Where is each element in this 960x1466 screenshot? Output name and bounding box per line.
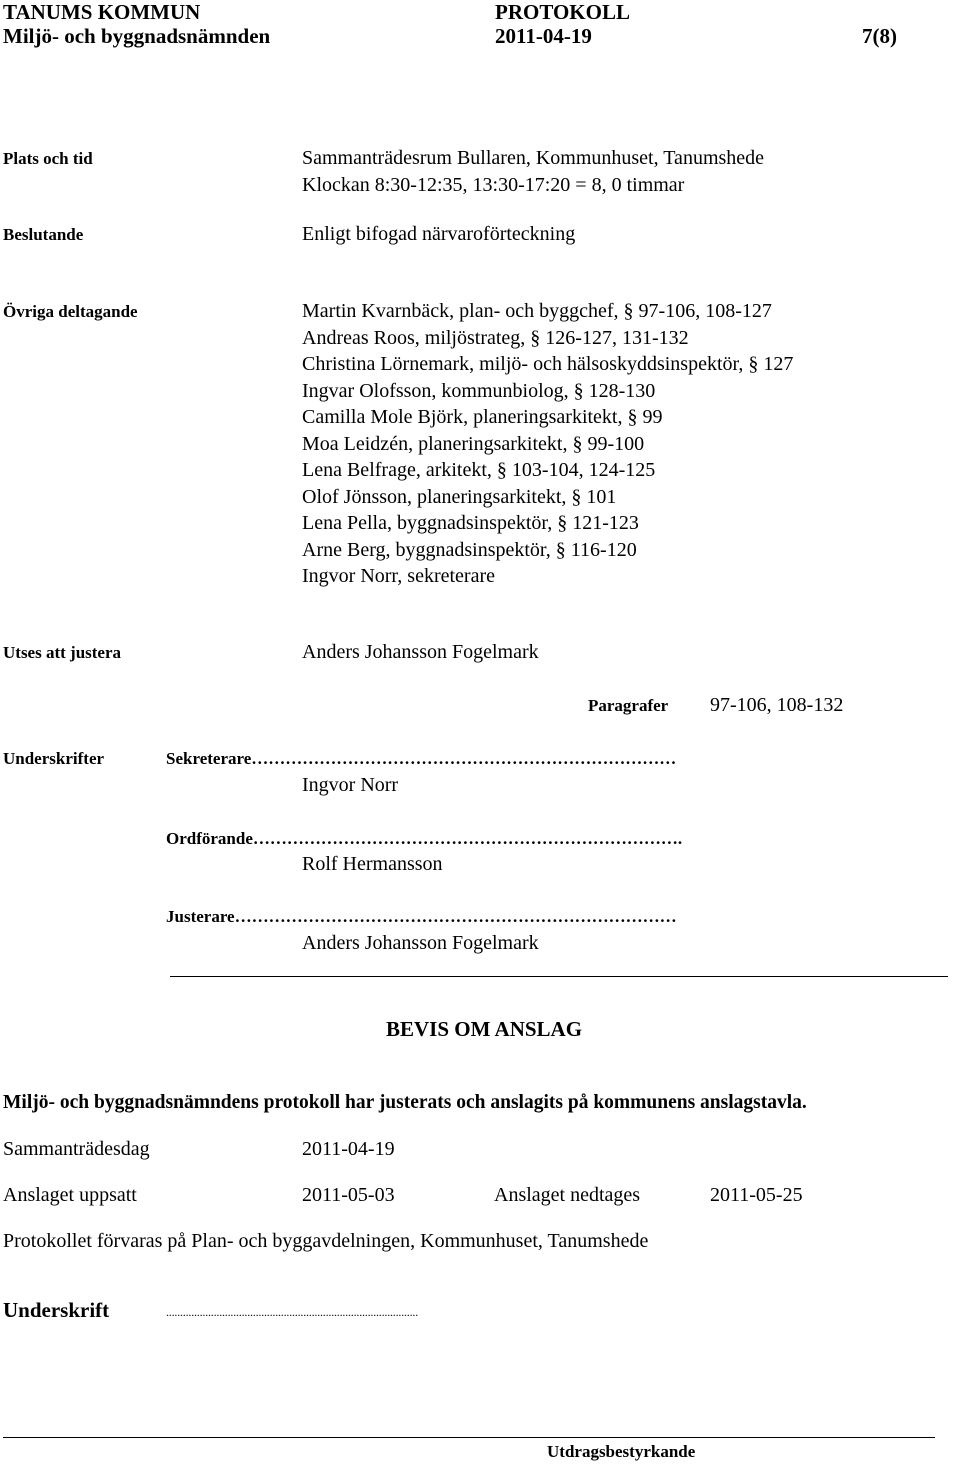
time-value: Klockan 8:30-12:35, 13:30-17:20 = 8, 0 timmar [302, 174, 685, 196]
committee-name: Miljö- och byggnadsnämnden [3, 24, 271, 48]
signatures-label: Underskrifter [3, 749, 105, 768]
participant: Martin Kvarnbäck, plan- och byggchef, § 97-106, 108-127 [302, 300, 772, 322]
storage-note: Protokollet förvaras på Plan- och byggavdelningen, Kommunhuset, Tanumshede [3, 1230, 649, 1252]
secretary-signature-line: Sekreterare………………………………………………………………… [166, 749, 677, 768]
doc-type: PROTOKOLL [495, 0, 630, 24]
section-divider [170, 976, 948, 977]
participant: Olof Jönsson, planeringsarkitekt, § 101 [302, 485, 617, 508]
decision-value: Enligt bifogad närvaroförteckning [302, 223, 576, 245]
adjuster-name: Anders Johansson Fogelmark [302, 641, 539, 663]
participant: Andreas Roos, miljöstrateg, § 126-127, 131-132 [302, 326, 689, 349]
place-label: Plats och tid [3, 149, 93, 168]
decision-label: Beslutande [3, 225, 84, 244]
place-value: Sammanträdesrum Bullaren, Kommunhuset, Tanumshede [302, 147, 765, 169]
paragraphs-label: Paragrafer [588, 696, 669, 715]
adjuster-label: Utses att justera [3, 643, 122, 662]
notice-statement: Miljö- och byggnadsnämndens protokoll har justerats och anslagits på kommunens anslagstavla. [3, 1092, 807, 1113]
signature-label: Underskrift [3, 1298, 110, 1322]
org-name: TANUMS KOMMUN [3, 0, 201, 24]
participant: Camilla Mole Björk, planeringsarkitekt, § 99 [302, 406, 663, 428]
participant: Arne Berg, byggnadsinspektör, § 116-120 [302, 538, 637, 561]
signature-dotted-line: .......................................................................................... [166, 1305, 419, 1319]
secretary-name: Ingvor Norr [302, 774, 399, 796]
removed-date: 2011-05-25 [710, 1184, 803, 1206]
participant: Ingvor Norr, sekreterare [302, 565, 495, 587]
chair-name: Rolf Hermansson [302, 853, 443, 875]
participants-label: Övriga deltagande [3, 302, 138, 321]
meeting-date: 2011-04-19 [495, 24, 592, 48]
removed-label: Anslaget nedtages [494, 1184, 641, 1206]
participant: Moa Leidzén, planeringsarkitekt, § 99-100 [302, 432, 645, 455]
participant: Ingvar Olofsson, kommunbiolog, § 128-130 [302, 379, 656, 402]
chair-signature-line: Ordförande…………………………………………………………………. [166, 829, 683, 848]
posted-label: Anslaget uppsatt [3, 1184, 137, 1206]
participant: Lena Pella, byggnadsinspektör, § 121-123 [302, 512, 639, 534]
adjuster-signature-line: Justerare…………………………………………………………………… [166, 907, 677, 926]
paragraphs-value: 97-106, 108-132 [710, 694, 844, 716]
page-number: 7(8) [862, 24, 897, 48]
adjuster-signature-name: Anders Johansson Fogelmark [302, 932, 539, 954]
certifier-label: Utdragsbestyrkande [547, 1442, 696, 1461]
participant: Lena Belfrage, arkitekt, § 103-104, 124-125 [302, 459, 656, 481]
footer-divider [3, 1437, 935, 1438]
meeting-date-value: 2011-04-19 [302, 1138, 395, 1160]
posted-date: 2011-05-03 [302, 1184, 395, 1206]
meeting-date-label: Sammanträdesdag [3, 1138, 150, 1160]
participant: Christina Lörnemark, miljö- och hälsoskyddsinspektör, § 127 [302, 353, 794, 375]
participants-list [302, 298, 793, 590]
notice-title: BEVIS OM ANSLAG [386, 1017, 583, 1041]
